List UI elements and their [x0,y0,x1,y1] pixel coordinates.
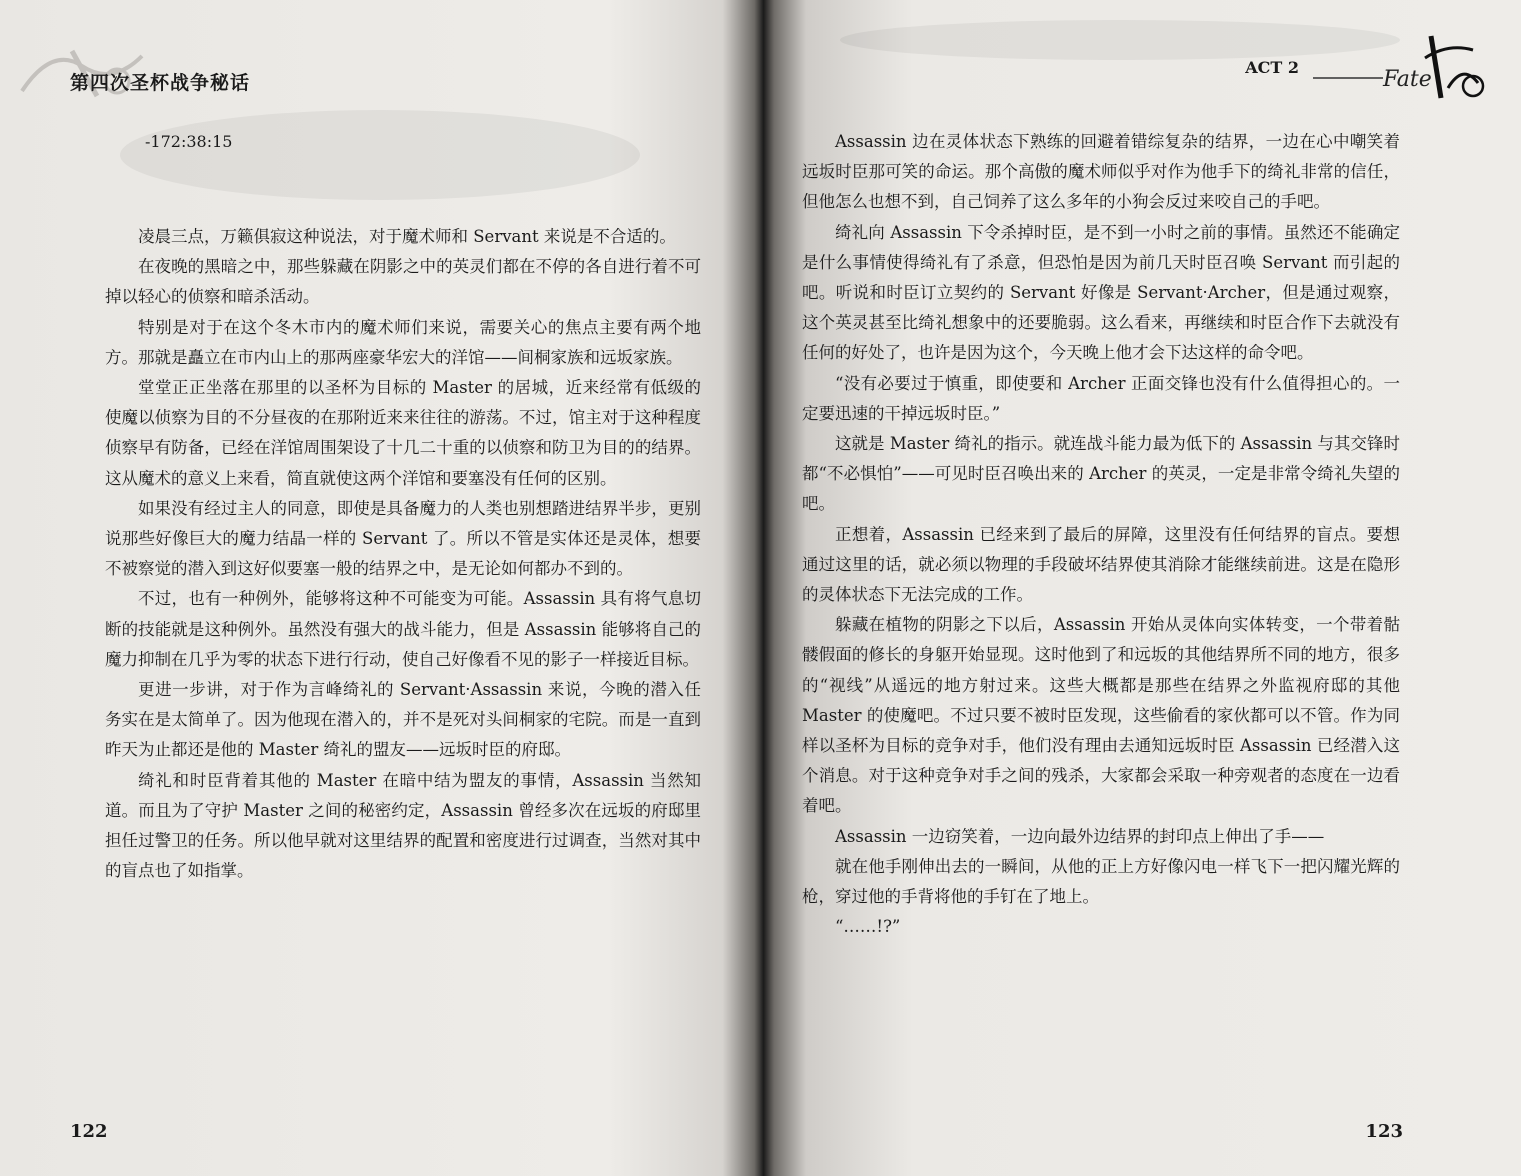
paragraph: 堂堂正正坐落在那里的以圣杯为目标的 Master 的居城，近来经常有低级的使魔以侦察为目的不分昼夜的在那附近来来往往的游荡。不过，馆主对于这种程度侦察早有防备，已经在洋馆周围架设了十几二十重的以侦察和防卫为目的的结界。这从魔术的意义上来看，简直就使这两个洋馆和要塞没有任何的区别。 [105,378,701,488]
fate-zero-logo-icon [1313,28,1493,100]
paragraph: 在夜晚的黑暗之中，那些躲藏在阴影之中的英灵们都在不停的各自进行着不可掉以轻心的侦察和暗杀活动。 [105,257,701,307]
paragraph: 这就是 Master 绮礼的指示。就连战斗能力最为低下的 Assassin 与其交锋时都“不必惧怕”——可见时臣召唤出来的 Archer 的英灵，一定是非常令绮礼失望的吧。 [802,434,1400,514]
paragraph: 更进一步讲，对于作为言峰绮礼的 Servant·Assassin 来说，今晚的潜入任务实在是太简单了。因为他现在潜入的，并不是死对头间桐家的宅院。而是一直到昨天为止都还是他的 Master 绮礼的盟友——远坂时臣的府邸。 [105,680,701,760]
paragraph: 如果没有经过主人的同意，即使是具备魔力的人类也别想踏进结界半步，更别说那些好像巨大的魔力结晶一样的 Servant 了。所以不管是实体还是灵体，想要不被察觉的潜入到这好似要塞一般的结界之中，是无论如何都办不到的。 [105,498,701,579]
page-number: 122 [70,1121,108,1142]
paragraph: “……!?” [835,917,901,937]
paragraph: 绮礼向 Assassin 下令杀掉时臣，是不到一小时之前的事情。虽然还不能确定是什么事情使得绮礼有了杀意，但恐怕是因为前几天时臣召唤 Servant 而引起的吧。听说和时臣订立契约的 Servant 好像是 Servant·Archer，但是通过观察，这个英灵甚至比绮礼想象中的还要脆弱。这么看来，再继续和时臣合作下去就没有任何的好处了，也许是因为这个，今天晚上他才会下达这样的命令吧。 [802,222,1400,363]
paragraph: 躲藏在植物的阴影之下以后，Assassin 开始从灵体向实体转变，一个带着骷髅假面的修长的身躯开始显现。这时他到了和远坂的其他结界所不同的地方，很多的“视线”从遥远的地方射过来。这些大概都是那些在结界之外监视府邸的其他 Master 的使魔吧。不过只要不被时臣发现，这些偷看的家伙都可以不管。作为同样以圣杯为目标的竞争对手，他们没有理由去通知远坂时臣 Assassin 已经潜入这个消息。对于这种竞争对手之间的残杀，大家都会采取一种旁观者的态度在一边看着吧。 [802,615,1400,816]
left-page [0,0,760,1176]
chapter-timestamp: -172:38:15 [145,132,233,151]
paragraph: 正想着，Assassin 已经来到了最后的屏障，这里没有任何结界的盲点。要想通过这里的话，就必须以物理的手段破坏结界使其消除才能继续前进。这是在隐形的灵体状态下无法完成的工作。 [802,524,1400,605]
paragraph: “没有必要过于慎重，即使要和 Archer 正面交锋也没有什么值得担心的。一定要迅速的干掉远坂时臣。” [802,373,1400,423]
right-page [760,0,1521,1176]
paragraph: 就在他手刚伸出去的一瞬间，从他的正上方好像闪电一样飞下一把闪耀光辉的枪，穿过他的手背将他的手钉在了地上。 [802,856,1400,907]
right-body-text [802,127,1400,942]
paragraph: 不过，也有一种例外，能够将这种不可能变为可能。Assassin 具有将气息切断的技能就是这种例外。虽然没有强大的战斗能力，但是 Assassin 能够将自己的魔力抑制在几乎为零的状态下进行行动，使自己好像看不见的影子一样接近目标。 [105,589,701,669]
paragraph: 绮礼和时臣背着其他的 Master 在暗中结为盟友的事情，Assassin 当然知道。而且为了守护 Master 之间的秘密约定，Assassin 曾经多次在远坂的府邸里担任过警卫的任务。所以他早就对这里结界的配置和密度进行过调查，当然对其中的盲点也了如指掌。 [105,770,701,881]
paragraph: Assassin 边在灵体状态下熟练的回避着错综复杂的结界，一边在心中嘲笑着远坂时臣那可笑的命运。那个高傲的魔术师似乎对作为他手下的绮礼非常的信任，但他怎么也想不到，自己饲养了这么多年的小狗会反过来咬自己的手吧。 [802,132,1400,212]
paragraph: Assassin 一边窃笑着，一边向最外边结界的封印点上伸出了手—— [835,826,1325,846]
page-number: 123 [1365,1121,1403,1142]
paragraph: 凌晨三点，万籁俱寂这种说法，对于魔术师和 Servant 来说是不合适的。 [138,227,676,246]
svg-text:Fate: Fate [1383,67,1432,92]
paragraph: 特别是对于在这个冬木市内的魔术师们来说，需要关心的焦点主要有两个地方。那就是矗立在市内山上的那两座豪华宏大的洋馆——间桐家族和远坂家族。 [105,317,701,367]
act-label: ACT 2 [1245,58,1299,77]
left-body-text [105,222,701,886]
running-header-title: 第四次圣杯战争秘话 [70,72,251,94]
